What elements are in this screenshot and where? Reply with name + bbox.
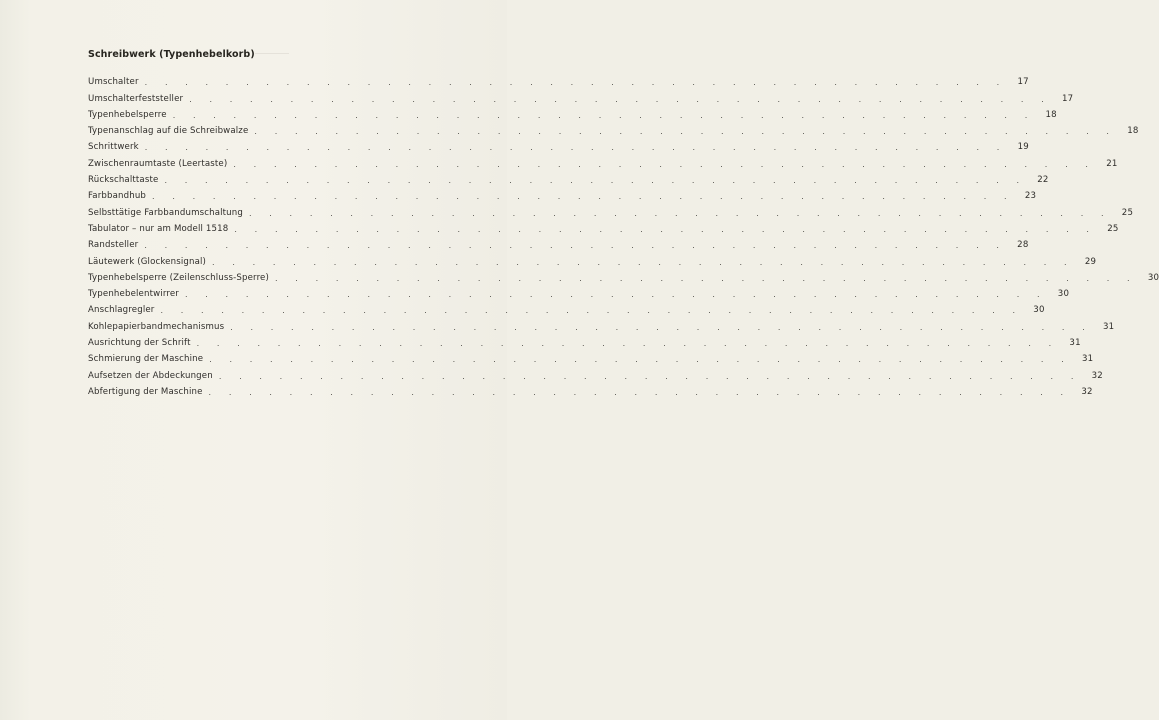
table-of-contents — [88, 72, 1159, 398]
dot-leader: . . . . . . . . . . . . . . . . . . . . . . . . . . . . . . . . . . . . . . . . . . . — [209, 355, 1072, 365]
toc-entry-page-number: 30 — [1033, 305, 1045, 316]
toc-entry-page-number: 21 — [1106, 158, 1118, 169]
toc-entry — [88, 88, 1074, 104]
toc-entry-label: Tabulator – nur am Modell 1518 — [88, 223, 229, 234]
toc-entry — [88, 349, 1094, 365]
toc-entry-page-number: 32 — [1091, 370, 1103, 381]
toc-entry — [88, 137, 1029, 153]
toc-entry — [88, 186, 1037, 202]
toc-entry-label: Zwischenraumtaste (Leertaste) — [88, 158, 228, 169]
toc-entry-label: Typenhebelentwirrer — [88, 289, 179, 300]
toc-entry-label: Umschalterfeststeller — [88, 93, 184, 104]
toc-entry-page-number: 22 — [1037, 175, 1049, 186]
dot-leader: . . . . . . . . . . . . . . . . . . . . . . . . . . . . . . . . . . . . . . . . . . . — [144, 143, 1007, 153]
toc-entry-label: Anschlagregler — [88, 305, 155, 316]
toc-entry-page-number: 29 — [1084, 256, 1097, 267]
dot-leader: . . . . . . . . . . . . . . . . . . . . . . . . . . . . . . . . . . . . . . . . . . . — [189, 94, 1052, 104]
toc-entry — [88, 382, 1093, 398]
toc-entry-page-number: 30 — [1057, 289, 1070, 300]
toc-entry-page-number: 19 — [1017, 142, 1029, 153]
dot-leader: . . . . . . . . . . . . . . . . . . . . . . . . . . . . . . . . . . . . . . . . . . . — [212, 257, 1075, 267]
dot-leader: . . . . . . . . . . . . . . . . . . . . . . . . . . . . . . . . . . . . . . . . . . . — [172, 110, 1035, 120]
toc-entry-label: Ausrichtung der Schrift — [88, 338, 191, 349]
toc-entry — [88, 219, 1119, 235]
bleed-through-mark — [255, 53, 289, 60]
toc-entry-label: Typenhebelsperre — [88, 109, 167, 120]
toc-entry-label: Läutewerk (Glockensignal) — [88, 256, 207, 267]
toc-entry-page-number: 18 — [1127, 126, 1139, 137]
toc-entry-label: Kohlepapierbandmechanismus — [88, 321, 225, 332]
toc-entry — [88, 202, 1134, 218]
dot-leader: . . . . . . . . . . . . . . . . . . . . . . . . . . . . . . . . . . . . . . . . . . . — [184, 290, 1048, 300]
dot-leader: . . . . . . . . . . . . . . . . . . . . . . . . . . . . . . . . . . . . . . . . . . . — [208, 387, 1071, 397]
toc-entry — [88, 105, 1057, 121]
toc-entry — [88, 284, 1070, 300]
section-heading: Schreibwerk (Typenhebelkorb) — [88, 49, 255, 60]
toc-entry-label: Typenanschlag auf die Schreibwalze — [88, 126, 249, 137]
dot-leader: . . . . . . . . . . . . . . . . . . . . . . . . . . . . . . . . . . . . . . . . . . . — [233, 159, 1096, 169]
toc-entry-page-number: 17 — [1062, 93, 1074, 104]
toc-entry — [88, 316, 1115, 332]
toc-entry — [88, 268, 1159, 284]
dot-leader: . . . . . . . . . . . . . . . . . . . . . . . . . . . . . . . . . . . . . . . . . . . — [275, 273, 1138, 283]
toc-entry-label: Selbsttätige Farbbandumschaltung — [88, 207, 243, 218]
dot-leader: . . . . . . . . . . . . . . . . . . . . . . . . . . . . . . . . . . . . . . . . . . . — [196, 339, 1059, 349]
toc-entry-label: Farbbandhub — [88, 191, 147, 202]
toc-entry-label: Umschalter — [88, 77, 139, 88]
toc-entry-page-number: 18 — [1045, 109, 1057, 120]
dot-leader: . . . . . . . . . . . . . . . . . . . . . . . . . . . . . . . . . . . . . . . . . . . — [230, 322, 1093, 332]
toc-entry-page-number: 31 — [1069, 338, 1081, 349]
dot-leader: . . . . . . . . . . . . . . . . . . . . . . . . . . . . . . . . . . . . . . . . . . . — [152, 192, 1015, 202]
toc-entry-label: Aufsetzen der Abdeckungen — [88, 370, 213, 381]
toc-entry-label: Schmierung der Maschine — [88, 354, 204, 365]
toc-entry-page-number: 31 — [1103, 321, 1115, 332]
toc-entry-page-number: 25 — [1121, 207, 1134, 218]
dot-leader: . . . . . . . . . . . . . . . . . . . . . . . . . . . . . . . . . . . . . . . . . . . — [144, 241, 1007, 251]
toc-entry-page-number: 28 — [1017, 240, 1029, 251]
toc-entry-label: Typenhebelsperre (Zeilenschluss-Sperre) — [88, 272, 270, 283]
toc-entry-label: Abfertigung der Maschine — [88, 386, 203, 397]
toc-entry-page-number: 25 — [1107, 223, 1119, 234]
toc-entry — [88, 235, 1029, 251]
toc-entry-page-number: 30 — [1147, 272, 1159, 283]
dot-leader: . . . . . . . . . . . . . . . . . . . . . . . . . . . . . . . . . . . . . . . . . . . — [164, 176, 1027, 186]
toc-entry — [88, 365, 1103, 381]
dot-leader: . . . . . . . . . . . . . . . . . . . . . . . . . . . . . . . . . . . . . . . . . . . — [248, 208, 1112, 218]
toc-entry — [88, 333, 1081, 349]
toc-entry — [88, 251, 1097, 267]
toc-entry-page-number: 32 — [1081, 386, 1093, 397]
dot-leader: . . . . . . . . . . . . . . . . . . . . . . . . . . . . . . . . . . . . . . . . . . . — [160, 306, 1023, 316]
toc-entry — [88, 121, 1139, 137]
toc-entry — [88, 170, 1049, 186]
toc-entry — [88, 153, 1118, 169]
toc-entry-label: Randsteller — [88, 240, 139, 251]
dot-leader: . . . . . . . . . . . . . . . . . . . . . . . . . . . . . . . . . . . . . . . . . . . — [254, 127, 1117, 137]
dot-leader: . . . . . . . . . . . . . . . . . . . . . . . . . . . . . . . . . . . . . . . . . . . — [234, 224, 1097, 234]
toc-entry-page-number: 31 — [1082, 354, 1094, 365]
toc-entry-page-number: 23 — [1024, 191, 1037, 202]
dot-leader: . . . . . . . . . . . . . . . . . . . . . . . . . . . . . . . . . . . . . . . . . . . — [218, 371, 1081, 381]
toc-entry-label: Schrittwerk — [88, 142, 139, 153]
dot-leader: . . . . . . . . . . . . . . . . . . . . . . . . . . . . . . . . . . . . . . . . . . . — [144, 78, 1007, 88]
toc-entry-page-number: 17 — [1017, 77, 1029, 88]
toc-entry — [88, 300, 1045, 316]
toc-entry — [88, 72, 1029, 88]
toc-entry-label: Rückschalttaste — [88, 175, 159, 186]
